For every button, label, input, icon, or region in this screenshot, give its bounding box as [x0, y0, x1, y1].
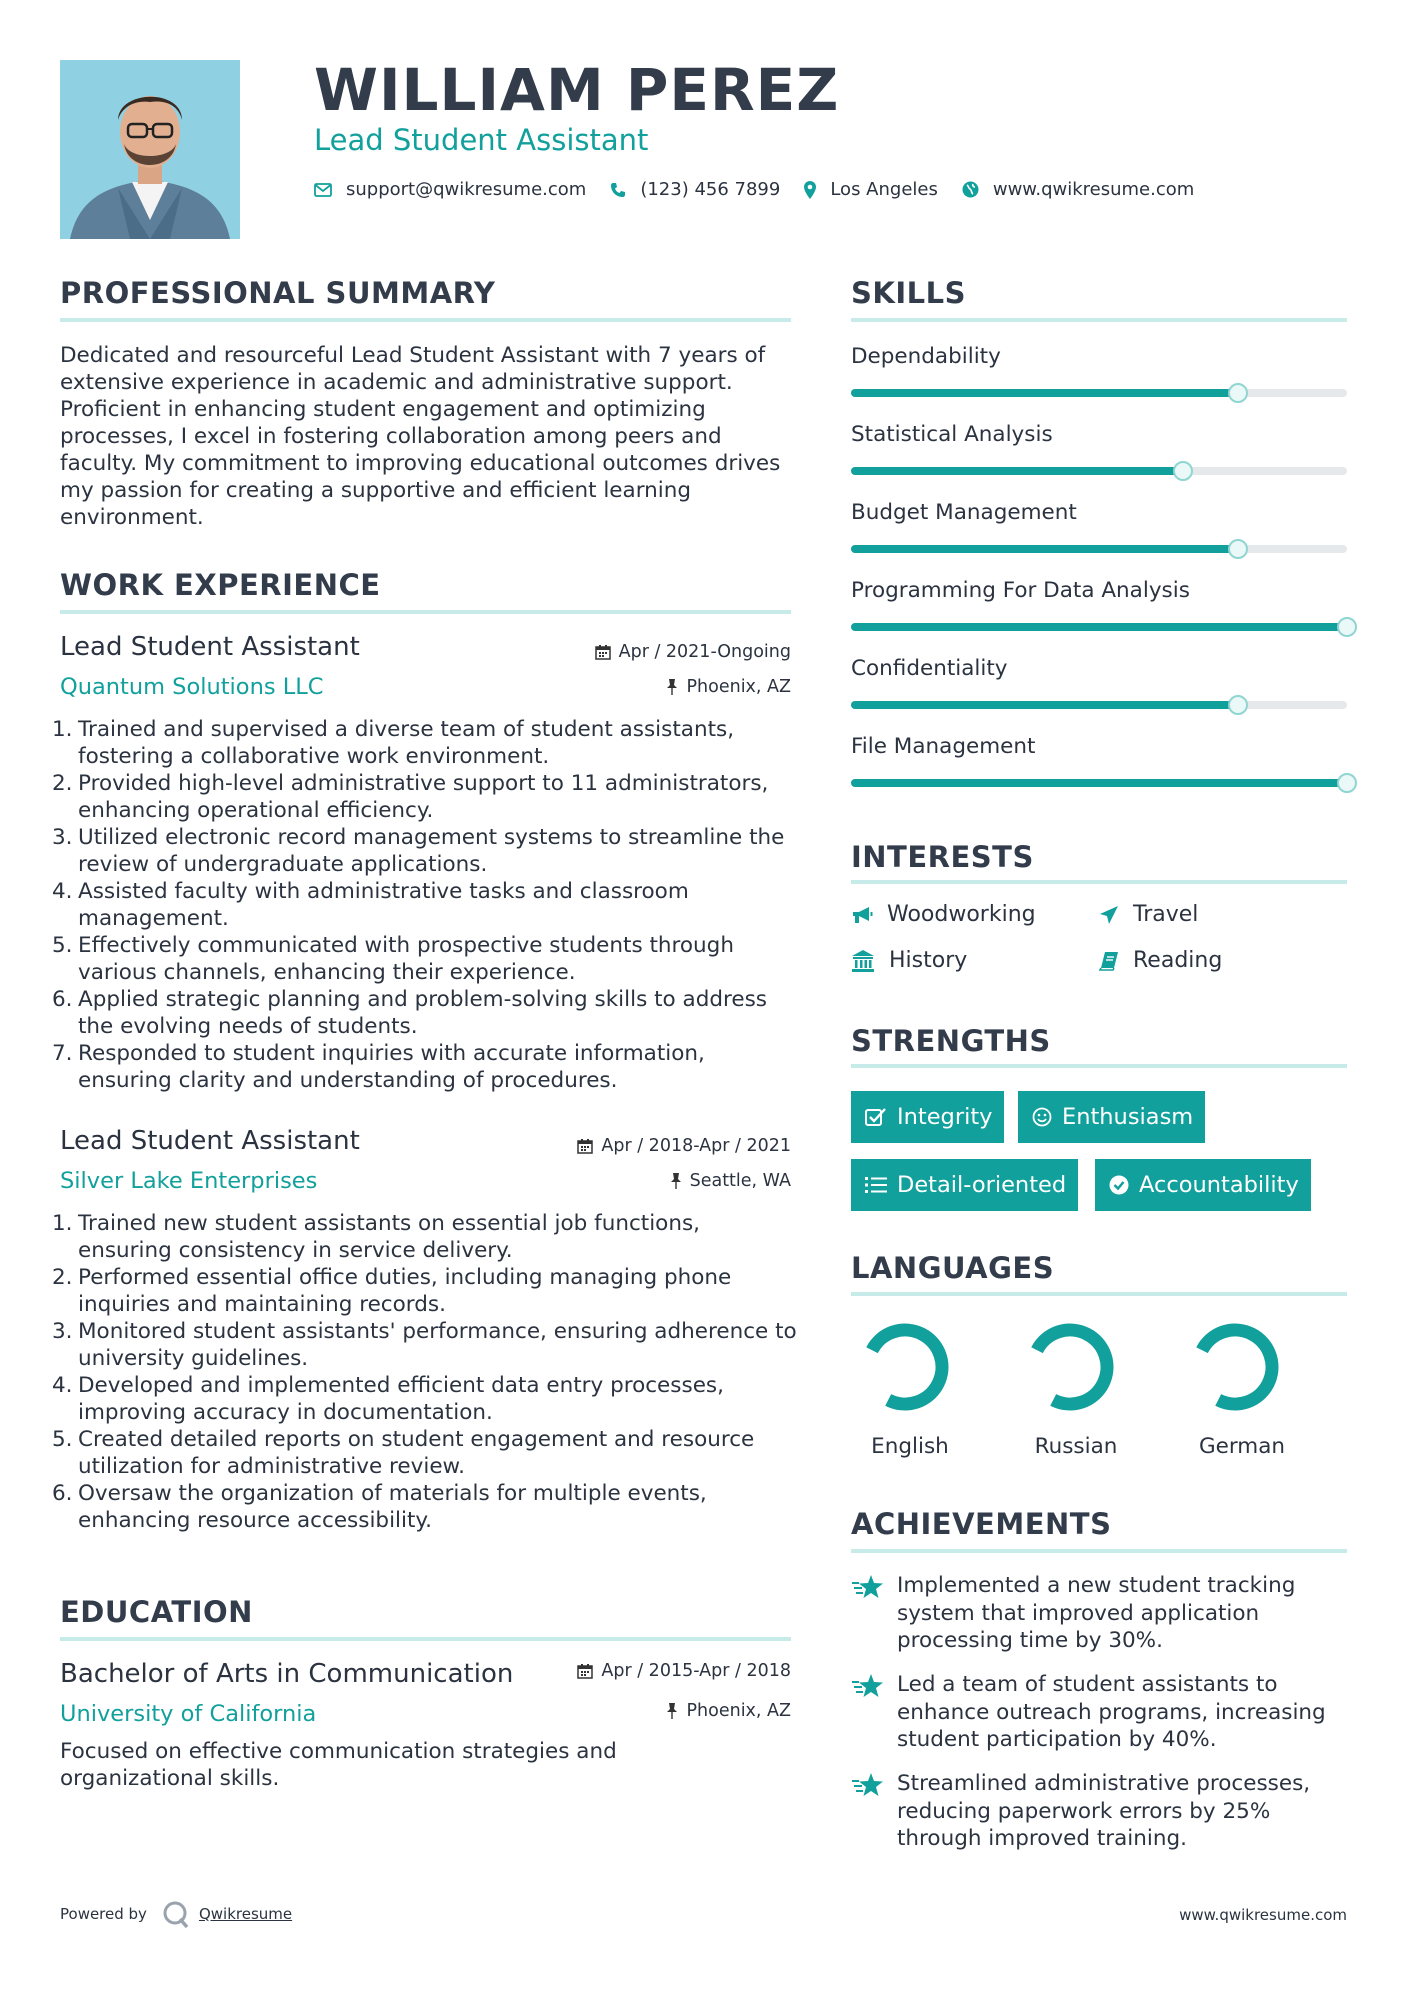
skill-knob [1228, 383, 1248, 403]
list-item: 6. Oversaw the organization of materials for multiple events, enhancing resource accessibility. [52, 1481, 707, 1533]
skill-knob [1228, 695, 1248, 715]
job-2-company: Silver Lake Enterprises [60, 1168, 318, 1194]
star-icon [851, 1574, 885, 1600]
book-icon [1099, 951, 1119, 971]
footer-website[interactable]: www.qwikresume.com [1179, 1906, 1347, 1924]
list-item: 2. Performed essential office duties, including managing phone inquiries and maintaining records. [52, 1265, 732, 1317]
language-ring [860, 1322, 950, 1412]
interest-item: Reading [1099, 948, 1222, 973]
job-1-dates: Apr / 2021-Ongoing [595, 642, 791, 662]
job-1-location: Phoenix, AZ [666, 677, 791, 697]
skill-bar [851, 623, 1347, 631]
list-item: 4. Developed and implemented efficient data entry processes, improving accuracy in documentation. [52, 1373, 724, 1425]
plane-icon [1099, 905, 1119, 925]
qwikresume-logo-icon [161, 1900, 191, 1928]
language-ring-arc [872, 1330, 942, 1404]
language-label: Russian [1034, 1434, 1118, 1459]
skill-fill [851, 389, 1238, 397]
globe-icon [962, 181, 979, 198]
footer-powered-by [60, 1900, 292, 1928]
language-ring [1025, 1322, 1115, 1412]
brand-link[interactable]: Qwikresume [198, 1905, 293, 1923]
powered-by-text: Powered by [60, 1905, 147, 1923]
strength-badge: Integrity [851, 1091, 1004, 1143]
skills-heading: SKILLS [851, 276, 966, 310]
language-label: English [871, 1434, 949, 1459]
location-text: Los Angeles [830, 179, 938, 200]
summary-text: Dedicated and resourceful Lead Student Assistant with 7 years of extensive experience in academic and administrative support. Proficient in enhancing student engagement and optimizing processes, I excel in fostering collaboration among peers and faculty. My commitment to improving educational outcomes drives my passion for creating a supportive and efficient learning environment. [60, 343, 781, 530]
skill-label: File Management [851, 734, 1036, 759]
skill-label: Programming For Data Analysis [851, 578, 1190, 603]
list-icon [865, 1176, 887, 1194]
skill-bar [851, 701, 1347, 709]
strengths-divider [851, 1064, 1347, 1068]
skill-bar [851, 779, 1347, 787]
education-school: University of California [60, 1701, 317, 1727]
website-text: www.qwikresume.com [992, 179, 1195, 200]
language-ring [1190, 1322, 1280, 1412]
strength-badge: Detail-oriented [851, 1159, 1078, 1211]
strength-badge: Accountability [1095, 1159, 1311, 1211]
job-2-dates: Apr / 2018-Apr / 2021 [577, 1136, 791, 1156]
check-circle-icon [1109, 1175, 1129, 1195]
job-1-title: Lead Student Assistant [60, 632, 360, 662]
checkbox-icon [865, 1107, 887, 1127]
interests-heading: INTERESTS [851, 840, 1034, 874]
job-2-bullets [52, 1210, 800, 1534]
calendar-icon [577, 1663, 593, 1679]
list-item: 1. Trained new student assistants on essential job functions, ensuring consistency in service delivery. [52, 1211, 700, 1263]
education-divider [60, 1637, 791, 1641]
skill-fill [851, 545, 1238, 553]
list-item: 5. Created detailed reports on student engagement and resource utilization for administrative review. [52, 1427, 755, 1479]
skills-divider [851, 318, 1347, 322]
star-icon [851, 1772, 885, 1798]
skill-knob [1173, 461, 1193, 481]
skill-knob [1337, 617, 1357, 637]
languages-heading: LANGUAGES [851, 1251, 1055, 1285]
pushpin-icon [666, 679, 678, 695]
skill-fill [851, 467, 1183, 475]
list-item: 1. Trained and supervised a diverse team of student assistants, fostering a collaborative work environment. [52, 717, 735, 769]
achievement-item: Streamlined administrative processes, reducing paperwork errors by 25% through improved training. [851, 1770, 1351, 1853]
language-ring-arc [1037, 1330, 1107, 1404]
job-1-bullets [52, 716, 800, 1094]
job-2-location: Seattle, WA [670, 1171, 791, 1191]
list-item: 2. Provided high-level administrative support to 11 administrators, enhancing operational efficiency. [52, 771, 769, 823]
skill-bar [851, 467, 1347, 475]
skill-bar [851, 389, 1347, 397]
language-ring-arc [1202, 1330, 1272, 1404]
phone-text: (123) 456 7899 [640, 179, 781, 200]
job-2-title: Lead Student Assistant [60, 1126, 360, 1156]
achievement-item: Implemented a new student tracking system that improved application processing time by 30%. [851, 1572, 1351, 1655]
contact-location [804, 179, 938, 200]
skill-fill [851, 779, 1347, 787]
education-location: Phoenix, AZ [666, 1701, 791, 1721]
list-item: 5. Effectively communicated with prospective students through various channels, enhancing their experience. [52, 933, 734, 985]
skill-knob [1337, 773, 1357, 793]
calendar-icon [595, 644, 611, 660]
skill-fill [851, 701, 1238, 709]
achievement-item: Led a team of student assistants to enhance outreach programs, increasing student participation by 40%. [851, 1671, 1351, 1754]
strength-badge: Enthusiasm [1018, 1091, 1205, 1143]
achievements-heading: ACHIEVEMENTS [851, 1507, 1112, 1541]
list-item: 4. Assisted faculty with administrative tasks and classroom management. [52, 879, 689, 931]
candidate-name: WILLIAM PEREZ [314, 56, 840, 124]
skill-fill [851, 623, 1347, 631]
candidate-role: Lead Student Assistant [314, 123, 649, 157]
email-text: support@qwikresume.com [346, 179, 587, 200]
work-heading: WORK EXPERIENCE [60, 568, 381, 602]
skill-knob [1228, 539, 1248, 559]
pushpin-icon [670, 1173, 682, 1189]
list-item: 3. Utilized electronic record management systems to streamline the review of undergraduate applications. [52, 825, 785, 877]
achievements-divider [851, 1549, 1347, 1553]
list-item: 7. Responded to student inquiries with accurate information, ensuring clarity and understanding of procedures. [52, 1041, 705, 1093]
skill-label: Dependability [851, 344, 1001, 369]
skill-label: Confidentiality [851, 656, 1008, 681]
pushpin-icon [666, 1703, 678, 1719]
education-heading: EDUCATION [60, 1595, 253, 1629]
languages-divider [851, 1292, 1347, 1296]
interest-item: History [851, 948, 967, 973]
interests-divider [851, 880, 1347, 884]
job-1-company: Quantum Solutions LLC [60, 674, 324, 700]
megaphone-icon [851, 905, 873, 925]
museum-icon [851, 950, 875, 972]
education-dates: Apr / 2015-Apr / 2018 [577, 1661, 791, 1681]
smile-icon [1032, 1107, 1052, 1127]
contact-website[interactable] [962, 179, 1194, 200]
map-pin-icon [804, 181, 816, 199]
summary-heading: PROFESSIONAL SUMMARY [60, 276, 496, 310]
star-icon [851, 1673, 885, 1699]
skill-label: Statistical Analysis [851, 422, 1053, 447]
interest-item: Travel [1099, 902, 1198, 927]
skill-label: Budget Management [851, 500, 1077, 525]
calendar-icon [577, 1138, 593, 1154]
education-degree: Bachelor of Arts in Communication [60, 1659, 514, 1689]
strengths-heading: STRENGTHS [851, 1024, 1051, 1058]
language-label: German [1198, 1434, 1286, 1459]
interest-item: Woodworking [851, 902, 1036, 927]
skill-bar [851, 545, 1347, 553]
list-item: 6. Applied strategic planning and problem-solving skills to address the evolving needs of students. [52, 987, 767, 1039]
list-item: 3. Monitored student assistants' performance, ensuring adherence to university guidelines. [52, 1319, 797, 1371]
education-description: Focused on effective communication strategies and organizational skills. [60, 1739, 617, 1791]
